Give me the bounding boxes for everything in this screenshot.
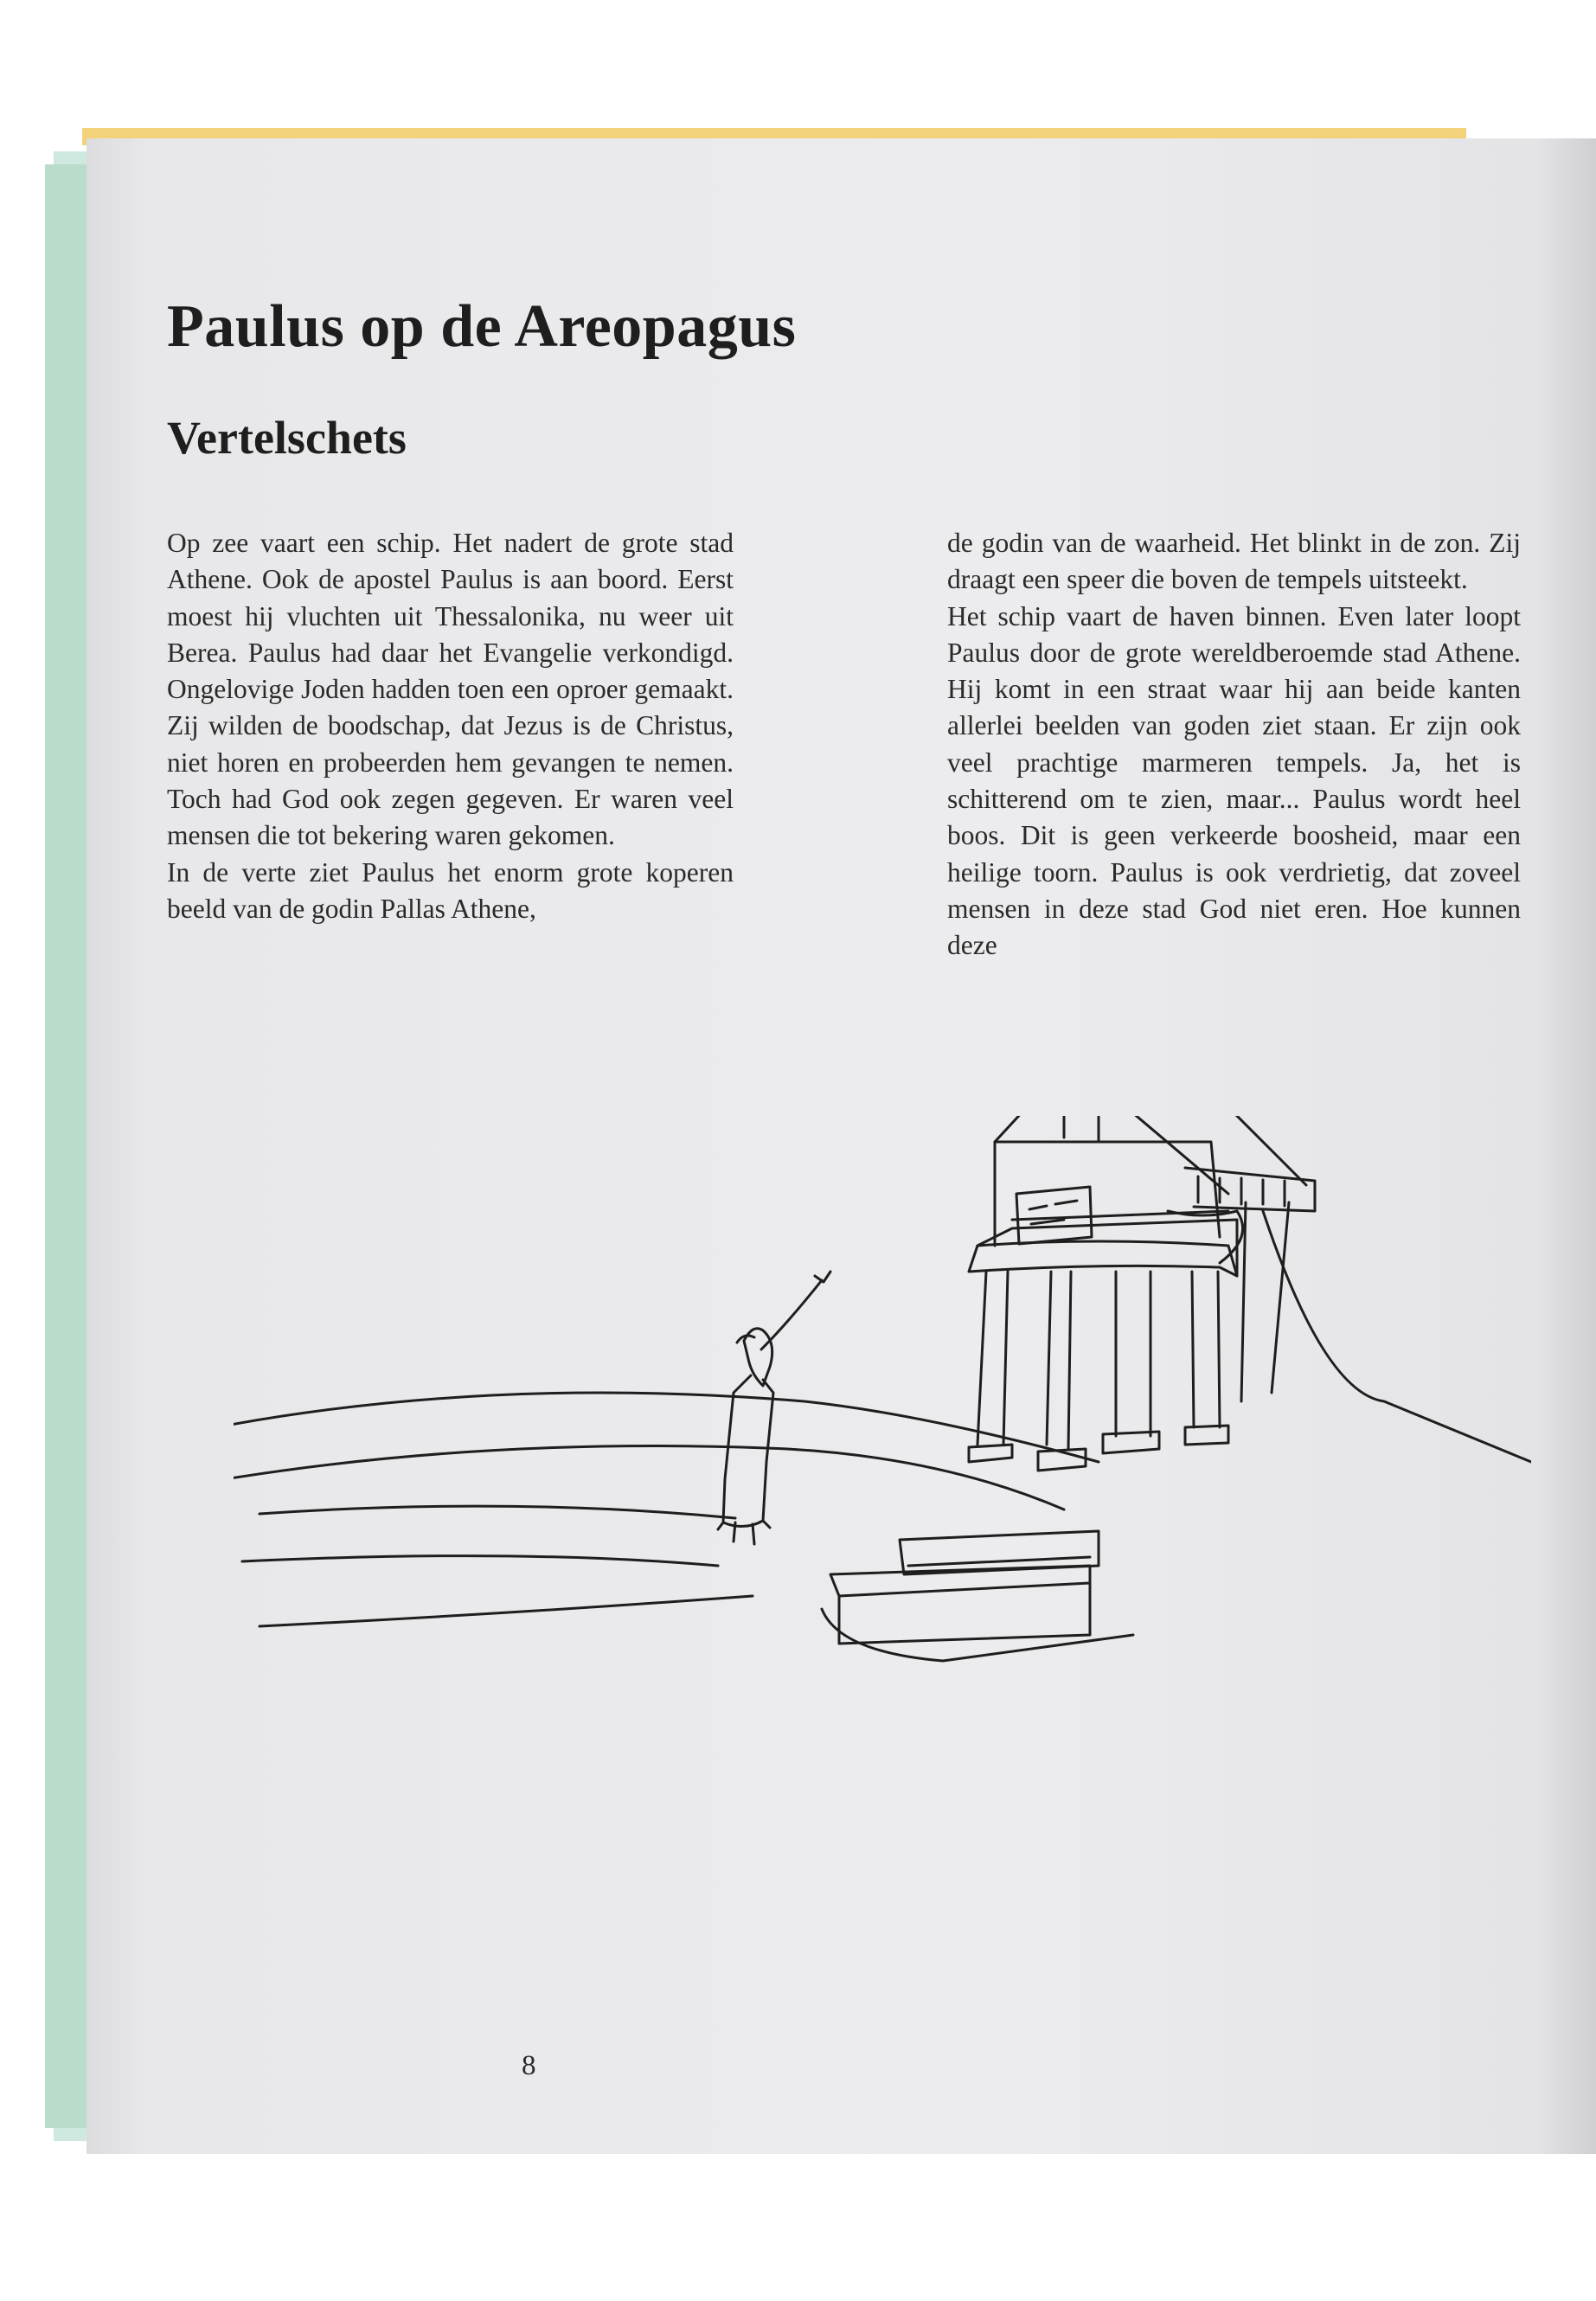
- paragraph: In de verte ziet Paulus het enorm grote koperen beeld van de godin Pallas Athene,: [167, 856, 734, 924]
- page-title: Paulus op de Areopagus: [167, 293, 797, 360]
- temple-steps: [822, 1531, 1133, 1661]
- temple-illustration: [234, 1116, 1531, 2024]
- text-column-left: [167, 525, 734, 927]
- temple-roof: [969, 1116, 1315, 1276]
- paulus-figure: [718, 1272, 830, 1544]
- section-subtitle: Vertelschets: [167, 412, 407, 464]
- road-line: [242, 1556, 718, 1566]
- paragraph: de godin van de waarheid. Het blinkt in de zon. Zij draagt een speer die boven de tempels uitsteekt.: [947, 528, 1521, 595]
- road-line: [234, 1446, 1064, 1509]
- paragraph: Op zee vaart een schip. Het nadert de grote stad Athene. Ook de apostel Paulus is aan boord. Eerst moest hij vluchten uit Thessalonika, nu weer uit Berea. Paulus had daar het Evangelie verkondigd. Ongelovige Joden hadden toen een oproer gemaakt. Zij wilden de boodschap, dat Jezus is de Christus, niet horen en probeerden hem gevangen te nemen. Toch had God ook zegen gegeven. Er waren veel mensen die tot bekering waren gekomen.: [167, 528, 734, 851]
- road-line: [260, 1506, 735, 1518]
- page-number: 8: [522, 2050, 536, 2081]
- text-column-right: [947, 525, 1521, 965]
- paragraph: Het schip vaart de haven binnen. Even later loopt Paulus door de grote wereldberoemde stad Athene. Hij komt in een straat waar hij aan beide kanten allerlei beelden van goden ziet staan. Er zijn ook veel prachtige marmeren tempels. Ja, het is schitterend om te zien, maar... Paulus wordt heel boos. Dit is geen verkeerde boosheid, maar een heilige toorn. Paulus is ook verdrietig, dat zoveel mensen in deze stad God niet eren. Hoe kunnen deze: [947, 600, 1521, 961]
- road-line: [260, 1596, 753, 1626]
